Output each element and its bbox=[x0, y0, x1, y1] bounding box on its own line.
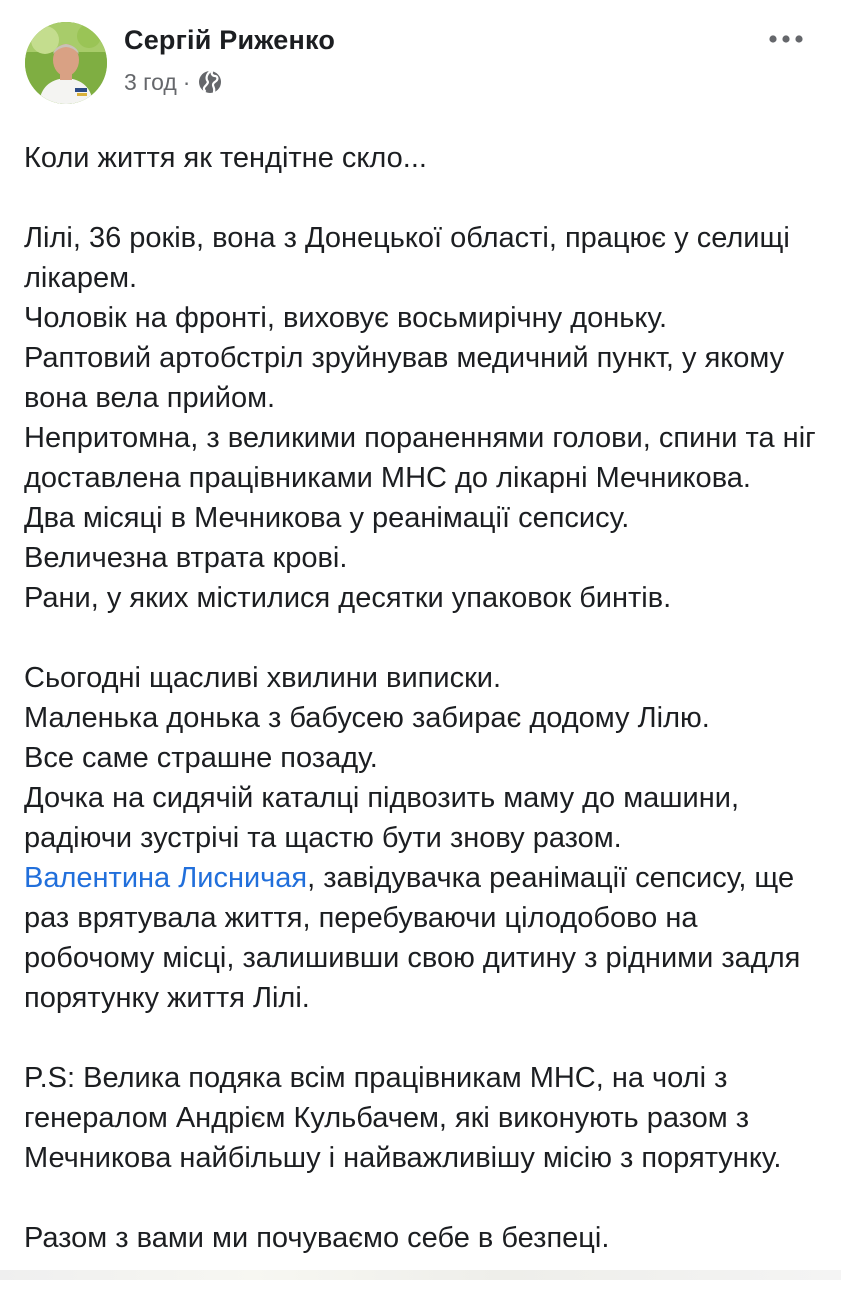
paragraph-text: Сьогодні щасливі хвилини виписки. Маленька донька з бабусею забирає додому Лілю. Все саме страшне позаду. Дочка на сидячій каталці підвозить маму до машини, радіючи зустрічі та щастю бути знову разом. bbox=[24, 662, 740, 854]
post-time[interactable]: 3 год bbox=[124, 68, 177, 95]
post-paragraph: Разом з вами ми почуваємо себе в безпеці. bbox=[24, 1222, 610, 1254]
cropped-content-strip bbox=[0, 1270, 841, 1280]
paragraph-text: , завідувачка реанімації сепсису, ще раз врятувала життя, перебуваючи цілодобово на робочому місці, залишивши свою дитину з рідними задля порятунку життя Лілі. bbox=[24, 862, 801, 1014]
post-paragraph: P.S: Велика подяка всім працівникам МНС, на чолі з генералом Андрієм Кульбачем, які виконують разом з Мечникова найбільшу і найважливішу місію з порятунку. bbox=[24, 1062, 782, 1174]
avatar[interactable] bbox=[25, 22, 107, 104]
post-text bbox=[24, 138, 824, 1298]
post-paragraph: Лілі, 36 років, вона з Донецької області, працює у селищі лікарем. Чоловік на фронті, виховує восьмирічну доньку. Раптовий артобстріл зруйнував медичний пункт, у якому вона вела прийом. Непритомна, з великими пораненнями голови, спини та ніг доставлена працівниками МНС до лікарні Мечникова. Два місяці в Мечникова у реанімації сепсису. Величезна втрата крові. Рани, у яких містилися десятки упаковок бинтів. bbox=[24, 222, 816, 614]
post-paragraph bbox=[24, 658, 824, 1018]
mention-link[interactable]: Валентина Лисничая bbox=[24, 862, 308, 894]
post-paragraph: Коли життя як тендітне скло... bbox=[24, 142, 427, 174]
post-header bbox=[25, 22, 815, 106]
author-name[interactable]: Сергій Риженко bbox=[124, 25, 336, 55]
post-meta bbox=[124, 66, 222, 98]
more-horizontal-icon[interactable] bbox=[765, 24, 807, 54]
globe-icon bbox=[198, 70, 222, 94]
avatar-photo bbox=[25, 22, 107, 104]
meta-separator: · bbox=[182, 68, 191, 95]
